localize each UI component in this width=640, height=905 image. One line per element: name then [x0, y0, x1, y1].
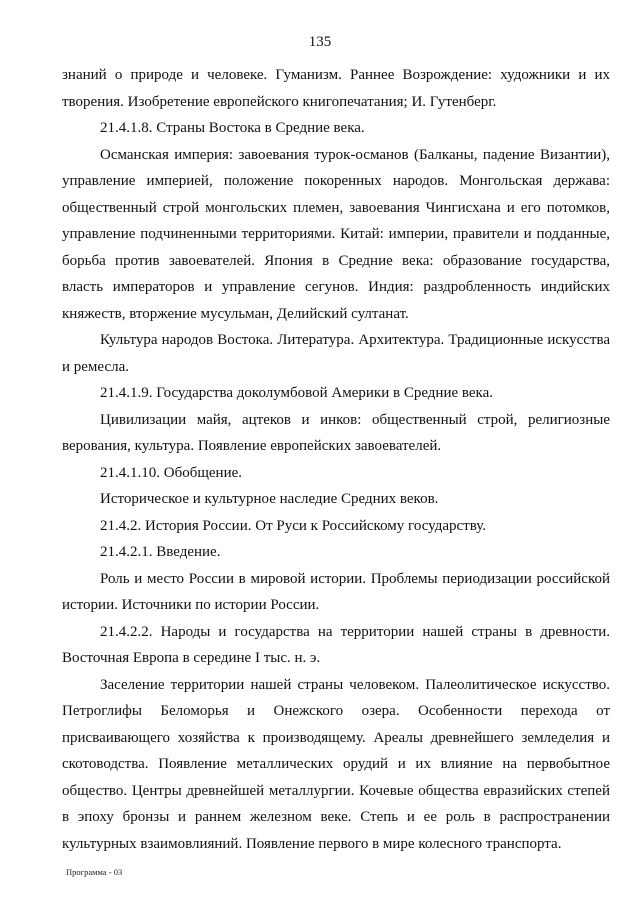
section-heading: 21.4.2.1. Введение. [100, 544, 221, 560]
section-heading: 21.4.1.10. Обобщение. [100, 464, 243, 481]
paragraph: Османская империя: завоевания турок-османов (Балканы, падение Византии), управление империей, положение покоренных народов. Монгольская держава: общественный строй монгольских племен, завоевания Чингисхана и его потомков, управление подчиненными территориями. Китай: империи, правители и подданные, борьба против завоевателей. Япония в Средние века: образование государства, власть императоров и управление сегунов. Индия: раздробленность индийских княжеств, вторжение мусульман, Делийский султанат. [62, 146, 610, 322]
paragraph: Цивилизации майя, ацтеков и инков: общественный строй, религиозные верования, культура. Появление европейских завоевателей. [62, 411, 610, 454]
page-number: 135 [308, 34, 332, 50]
page-body [62, 62, 610, 857]
paragraph: Заселение территории нашей страны человеком. Палеолитическое искусство. Петроглифы Беломорья и Онежского озера. Особенности перехода от присваивающего хозяйства к производящему. Ареалы древнейшего земледелия и скотоводства. Появление металлических орудий и их влияние на первобытное общество. Центры древнейшей металлургии. Кочевые общества евразийских степей в эпоху бронзы и раннем железном веке. Степь и ее роль в распространении культурных взаимовлияний. Появление первого в мире колесного транспорта. [62, 676, 610, 852]
page-footer: Программа - 03 [66, 867, 123, 877]
paragraph: Роль и место России в мировой истории. Проблемы периодизации российской истории. Источники по истории России. [62, 570, 610, 613]
paragraph: Культура народов Востока. Литература. Архитектура. Традиционные искусства и ремесла. [62, 332, 610, 375]
section-heading: 21.4.1.8. Страны Востока в Средние века. [100, 120, 365, 136]
paragraph: знаний о природе и человеке. Гуманизм. Раннее Возрождение: художники и их творения. Изобретение европейского книгопечатания; И. Гутенберг. [62, 67, 610, 110]
section-heading: 21.4.2.2. Народы и государства на территории нашей страны в древности. Восточная Европа в середине I тыс. н. э. [62, 623, 610, 666]
paragraph: Историческое и культурное наследие Средних веков. [100, 491, 439, 507]
section-heading: 21.4.2. История России. От Руси к Российскому государству. [100, 517, 487, 534]
section-heading: 21.4.1.9. Государства доколумбовой Америки в Средние века. [100, 385, 494, 401]
